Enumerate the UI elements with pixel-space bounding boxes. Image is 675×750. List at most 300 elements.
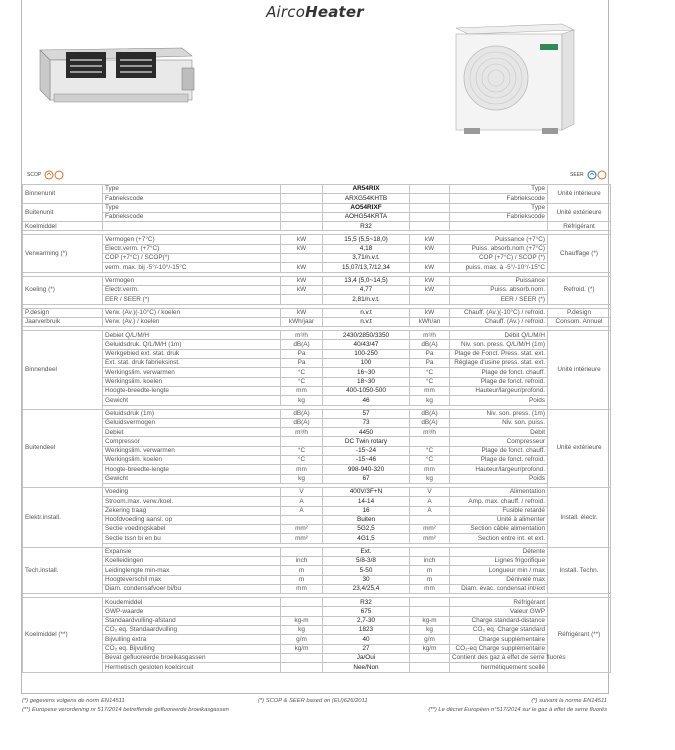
spec-row <box>23 212 611 221</box>
group-label-nl: Jaarverbruik <box>23 317 103 326</box>
spec-sheet-frame <box>21 0 609 694</box>
param-label-nl: Leidinglengte min-max <box>103 566 281 575</box>
param-label-fr: Contient des gaz à effet de serre fluorés <box>450 653 548 662</box>
param-label-fr: puiss. max. à -5°/-10°/-15°C <box>450 263 548 272</box>
unit-nl: kg <box>281 396 323 405</box>
param-label-fr: Fabriekscode <box>450 212 548 221</box>
spec-row <box>23 506 611 515</box>
param-value: 30 <box>323 575 410 584</box>
param-label-nl: EER / SEER (*) <box>103 295 281 304</box>
spec-row <box>23 349 611 358</box>
param-label-nl: Gewicht <box>103 474 281 483</box>
spec-row <box>23 263 611 272</box>
brand-logo: AircoHeater <box>266 3 364 21</box>
unit-nl: dB(A) <box>281 340 323 349</box>
unit-nl: °C <box>281 377 323 386</box>
spec-row <box>23 534 611 543</box>
unit-fr: kg <box>410 474 450 483</box>
param-value: 1823 <box>323 626 410 635</box>
spec-row <box>23 222 611 231</box>
spec-row <box>23 317 611 326</box>
param-value: Ja/Oui <box>323 653 410 662</box>
spec-row <box>23 203 611 212</box>
unit-fr: A <box>410 506 450 515</box>
unit-nl: inch <box>281 556 323 565</box>
param-label-nl: Voeding <box>103 487 281 496</box>
param-label-nl: Koudemiddel <box>103 598 281 607</box>
spec-row <box>23 437 611 446</box>
unit-nl: kW <box>281 308 323 317</box>
unit-nl: °C <box>281 368 323 377</box>
unit-nl: Pa <box>281 349 323 358</box>
param-label-fr: Détente <box>450 547 548 556</box>
param-label-fr: hermétiquement scellé <box>450 663 548 672</box>
unit-nl <box>281 254 323 263</box>
param-value: 5/8-3/8 <box>323 556 410 565</box>
unit-fr: kW <box>410 235 450 244</box>
param-value: -15~46 <box>323 456 410 465</box>
unit-nl: kW <box>281 244 323 253</box>
group-label-fr: Unité extérieure <box>548 409 611 487</box>
param-label-nl: Electr.verm. <box>103 285 281 294</box>
param-value: 27 <box>323 644 410 653</box>
spec-table <box>22 184 611 673</box>
param-label-fr: Hauteur/largeur/profond. <box>450 386 548 395</box>
param-label-nl: Vermogen <box>103 276 281 285</box>
spec-row <box>23 446 611 455</box>
unit-fr: m <box>410 575 450 584</box>
unit-nl: kW <box>281 235 323 244</box>
unit-fr: kg/m <box>410 644 450 653</box>
spec-row <box>23 626 611 635</box>
param-label-fr: Diam. évac. condensat int/ext <box>450 584 548 593</box>
footnote-fr-2: (**) Le décret Européen n°517/2014 sur le gaz à effet de serre fluorés <box>428 707 607 713</box>
param-label-nl: Fabriekscode <box>103 194 281 203</box>
spec-row <box>23 254 611 263</box>
unit-nl: V <box>281 487 323 496</box>
param-label-nl: Werkingslim. koelen <box>103 456 281 465</box>
unit-nl: A <box>281 506 323 515</box>
param-value: 4450 <box>323 428 410 437</box>
param-label-nl: Hoogte-breedte-lengte <box>103 386 281 395</box>
unit-nl <box>281 203 323 212</box>
param-label-nl: CO₂ eq. Standaardvulling <box>103 626 281 635</box>
unit-fr: dB(A) <box>410 418 450 427</box>
param-label-fr: Plage de fonct. refroid. <box>450 377 548 386</box>
param-value: 23,4/25,4 <box>323 584 410 593</box>
spec-row <box>23 456 611 465</box>
unit-fr: Pa <box>410 349 450 358</box>
unit-nl <box>281 222 323 231</box>
spec-row <box>23 635 611 644</box>
param-value: 5-50 <box>323 566 410 575</box>
param-label-fr: Réglage d'usine press. stat. ext. <box>450 359 548 368</box>
unit-fr <box>410 254 450 263</box>
param-label-fr: CO₂-eq Charge supplémentaire <box>450 644 548 653</box>
spec-row <box>23 244 611 253</box>
scop-badge: SCOP <box>27 170 65 180</box>
spec-row <box>23 409 611 418</box>
spec-row <box>23 386 611 395</box>
unit-nl: mm² <box>281 534 323 543</box>
param-label-fr: Fusible retardé <box>450 506 548 515</box>
unit-nl: m <box>281 566 323 575</box>
unit-nl: kWh/jaar <box>281 317 323 326</box>
unit-nl: mm <box>281 465 323 474</box>
param-label-nl: Standaardvulling-afstand <box>103 616 281 625</box>
param-label-nl: Geluidsdruk. Q/L/M/H (1m) <box>103 340 281 349</box>
param-label-fr: Puiss. absorb.nom (+7°C) <box>450 244 548 253</box>
unit-nl <box>281 653 323 662</box>
spec-row <box>23 653 611 662</box>
unit-fr: mm² <box>410 534 450 543</box>
param-label-nl: Type <box>103 203 281 212</box>
spec-row <box>23 368 611 377</box>
param-value: 4G1,5 <box>323 534 410 543</box>
param-label-nl: Expansie <box>103 547 281 556</box>
param-label-nl: Verw. (Av.) / koelen <box>103 317 281 326</box>
param-value: 13,4 (5,0~14,5) <box>323 276 410 285</box>
unit-nl: dB(A) <box>281 418 323 427</box>
param-value: 14-14 <box>323 497 410 506</box>
param-label-fr: Alimentation <box>450 487 548 496</box>
unit-fr: kg <box>410 626 450 635</box>
group-label-fr: Chauffage (*) <box>548 235 611 272</box>
param-label-nl: COP (+7°C) / SCOP(*) <box>103 254 281 263</box>
param-label-nl: Werkingslim. verwarmen <box>103 368 281 377</box>
unit-nl <box>281 607 323 616</box>
unit-fr: °C <box>410 456 450 465</box>
scop-label-icon <box>43 170 65 180</box>
group-label-fr: Install. électr. <box>548 487 611 547</box>
param-label-nl: Geluidsdruk (1m) <box>103 409 281 418</box>
unit-nl <box>281 547 323 556</box>
seer-label-icon <box>586 170 608 180</box>
param-label-fr <box>450 222 548 231</box>
spec-row <box>23 515 611 524</box>
param-label-nl: Hoogte-breedte-lengte <box>103 465 281 474</box>
param-label-nl: Debiet Q/L/M/H <box>103 331 281 340</box>
param-value: Buiten <box>323 515 410 524</box>
unit-fr <box>410 663 450 672</box>
param-label-nl: Ext. stat. druk fabrieksinst. <box>103 359 281 368</box>
param-label-fr: Section entre int. et ext. <box>450 534 548 543</box>
unit-fr <box>410 653 450 662</box>
group-label-fr: Unité intérieure <box>548 331 611 409</box>
param-label-fr: COP (+7°C) / SCOP (*) <box>450 254 548 263</box>
param-label-nl: Type <box>103 185 281 194</box>
spec-row <box>23 285 611 294</box>
param-label-fr: Lignes frigorifique <box>450 556 548 565</box>
param-label-fr: Puissance (+7°C) <box>450 235 548 244</box>
spec-row <box>23 487 611 496</box>
spec-row <box>23 308 611 317</box>
param-label-fr: Valeur GWP <box>450 607 548 616</box>
spec-row <box>23 663 611 672</box>
param-value: AR54RIX <box>323 185 410 194</box>
unit-nl: mm <box>281 386 323 395</box>
param-label-nl: Debiet <box>103 428 281 437</box>
param-value: 100 <box>323 359 410 368</box>
param-label-fr: Débit Q/L/M/H <box>450 331 548 340</box>
spec-row <box>23 185 611 194</box>
unit-nl: kW <box>281 276 323 285</box>
param-label-nl: Sectie tssn bi en bu <box>103 534 281 543</box>
unit-fr: dB(A) <box>410 340 450 349</box>
param-value: 2430/2850/3350 <box>323 331 410 340</box>
spec-row <box>23 428 611 437</box>
param-label-fr: Niv. son. puiss. <box>450 418 548 427</box>
param-label-nl: Sectie voedingskabel <box>103 525 281 534</box>
group-label-fr: Refroid. (*) <box>548 276 611 304</box>
param-label-fr: Puiss. absorb.nom. <box>450 285 548 294</box>
param-label-nl: Vermogen (+7°C) <box>103 235 281 244</box>
unit-nl: m <box>281 575 323 584</box>
param-value: 400V/3F+N <box>323 487 410 496</box>
spec-row <box>23 525 611 534</box>
unit-nl: dB(A) <box>281 409 323 418</box>
spec-row <box>23 607 611 616</box>
unit-fr: °C <box>410 377 450 386</box>
param-value: 400-1050-500 <box>323 386 410 395</box>
param-value: 15,5 (5,5~18,0) <box>323 235 410 244</box>
param-value: 57 <box>323 409 410 418</box>
spec-row <box>23 556 611 565</box>
spec-row <box>23 235 611 244</box>
group-label-fr: Unité extérieure <box>548 203 611 222</box>
unit-nl: kW <box>281 263 323 272</box>
param-value: AOHG54KRTA <box>323 212 410 221</box>
param-value: R32 <box>323 598 410 607</box>
group-label-nl: Koeling (*) <box>23 276 103 304</box>
spec-row <box>23 340 611 349</box>
unit-nl: mm² <box>281 525 323 534</box>
seer-badge: SEER <box>570 170 608 180</box>
param-label-fr: Poids <box>450 396 548 405</box>
param-label-nl: Bevat gefluoreerde broeikasgassen <box>103 653 281 662</box>
param-value: 18~30 <box>323 377 410 386</box>
group-label-nl: Koelmiddel <box>23 222 103 231</box>
param-label-fr: CO₂ eq. Charge standard <box>450 626 548 635</box>
unit-fr <box>410 547 450 556</box>
param-label-nl: Stroom.max. verw./koel. <box>103 497 281 506</box>
param-label-nl: Hoogteverschil max <box>103 575 281 584</box>
param-value: 2,7-30 <box>323 616 410 625</box>
param-value: 16~30 <box>323 368 410 377</box>
spec-row <box>23 598 611 607</box>
spec-row <box>23 295 611 304</box>
param-label-fr: Plage de fonct. refroid. <box>450 456 548 465</box>
unit-fr <box>410 222 450 231</box>
unit-fr: mm² <box>410 525 450 534</box>
indoor-unit-image <box>32 38 202 110</box>
unit-fr: m³/h <box>410 428 450 437</box>
unit-nl: kW <box>281 285 323 294</box>
param-value: Nee/Non <box>323 663 410 672</box>
group-label-nl: Elektr.install. <box>23 487 103 547</box>
unit-nl: A <box>281 497 323 506</box>
unit-fr <box>410 598 450 607</box>
param-label-fr: Fabriekscode <box>450 194 548 203</box>
param-value: 3,71/n.v.t. <box>323 254 410 263</box>
param-label-nl: Geluidsvermogen <box>103 418 281 427</box>
spec-row <box>23 396 611 405</box>
unit-fr: inch <box>410 556 450 565</box>
unit-nl <box>281 663 323 672</box>
group-label-fr: P.design <box>548 308 611 317</box>
param-label-nl: Electr.verm. (+7°C) <box>103 244 281 253</box>
unit-nl: Pa <box>281 359 323 368</box>
unit-nl <box>281 185 323 194</box>
unit-nl: g/m <box>281 635 323 644</box>
unit-fr: V <box>410 487 450 496</box>
spec-row <box>23 584 611 593</box>
param-label-fr: Niv. son. press. (1m) <box>450 409 548 418</box>
unit-fr <box>410 515 450 524</box>
unit-fr: mm <box>410 584 450 593</box>
unit-fr <box>410 185 450 194</box>
param-value: R32 <box>323 222 410 231</box>
param-value: AO54RIXF <box>323 203 410 212</box>
param-label-nl: Gewicht <box>103 396 281 405</box>
param-value: 675 <box>323 607 410 616</box>
spec-row <box>23 566 611 575</box>
param-value: 4,77 <box>323 285 410 294</box>
param-label-fr: Puissance <box>450 276 548 285</box>
spec-row <box>23 418 611 427</box>
param-label-nl: Bijvulling extra <box>103 635 281 644</box>
spec-row <box>23 194 611 203</box>
param-label-nl: Diam. condensafvoer bi/bu <box>103 584 281 593</box>
unit-nl <box>281 194 323 203</box>
param-value: 15,07/13,7/12,34 <box>323 263 410 272</box>
param-label-nl: Zekering traag <box>103 506 281 515</box>
param-label-nl: Fabriekscode <box>103 212 281 221</box>
group-label-fr: Réfrigérant (**) <box>548 598 611 672</box>
group-label-nl: Binnenunit <box>23 185 103 204</box>
unit-fr: mm <box>410 465 450 474</box>
unit-fr: °C <box>410 368 450 377</box>
param-value: 46 <box>323 396 410 405</box>
unit-nl: kg <box>281 474 323 483</box>
param-label-fr: Plage de Fonct. Press. stat. ext. <box>450 349 548 358</box>
spec-row <box>23 644 611 653</box>
unit-fr <box>410 437 450 446</box>
unit-fr: kW <box>410 263 450 272</box>
footnote-fr-1: (*) suivant la norme EN14511 <box>531 698 607 704</box>
unit-nl: °C <box>281 456 323 465</box>
unit-fr <box>410 607 450 616</box>
param-value: 5G2,5 <box>323 525 410 534</box>
param-label-fr: Chauff. (Av.) / refroid. <box>450 317 548 326</box>
unit-fr <box>410 295 450 304</box>
spec-row <box>23 575 611 584</box>
unit-nl <box>281 598 323 607</box>
unit-nl <box>281 437 323 446</box>
param-value: 100-250 <box>323 349 410 358</box>
param-label-nl <box>103 222 281 231</box>
param-label-fr: Niv. son. press. Q/L/M/H (1m) <box>450 340 548 349</box>
param-label-fr: Réfrigérant <box>450 598 548 607</box>
footnote-nl-2: (**) Europese verordening nr 517/2014 betreffende gefluoreerde broeikasgassen <box>22 707 229 713</box>
param-label-nl: Hermetisch gesloten koelcircuit <box>103 663 281 672</box>
group-label-nl: Koelmiddel (**) <box>23 598 103 672</box>
unit-fr <box>410 212 450 221</box>
unit-fr: m³/h <box>410 331 450 340</box>
spec-row <box>23 465 611 474</box>
group-label-nl: Tech.install. <box>23 547 103 593</box>
unit-fr: dB(A) <box>410 409 450 418</box>
unit-fr: A <box>410 497 450 506</box>
param-value: 40 <box>323 635 410 644</box>
unit-fr: g/m <box>410 635 450 644</box>
param-value: 73 <box>323 418 410 427</box>
unit-nl: kg <box>281 626 323 635</box>
param-label-fr: EER / SEER (*) <box>450 295 548 304</box>
unit-fr: kg-m <box>410 616 450 625</box>
unit-fr <box>410 194 450 203</box>
param-label-fr: Dénivelé max <box>450 575 548 584</box>
param-label-fr: Plage de fonct. chauff. <box>450 446 548 455</box>
unit-fr: Pa <box>410 359 450 368</box>
unit-nl: °C <box>281 446 323 455</box>
param-label-fr: Type <box>450 203 548 212</box>
unit-nl: m³/h <box>281 428 323 437</box>
param-label-nl: Verw. (Av.)(-10°C) / koelen <box>103 308 281 317</box>
spec-row <box>23 616 611 625</box>
param-label-nl: GWP-waarde <box>103 607 281 616</box>
spec-row <box>23 377 611 386</box>
param-label-fr: Charge supplémentaire <box>450 635 548 644</box>
outdoor-unit-image <box>450 20 580 140</box>
param-label-fr: Section câble alimentation <box>450 525 548 534</box>
param-value: DC Twin rotary <box>323 437 410 446</box>
param-label-nl: Compressor <box>103 437 281 446</box>
group-label-fr: Consom. Annuel <box>548 317 611 326</box>
spec-row <box>23 359 611 368</box>
unit-fr: kg <box>410 396 450 405</box>
param-value: 998-940-320 <box>323 465 410 474</box>
group-label-nl: Verwarming (*) <box>23 235 103 272</box>
unit-fr: mm <box>410 386 450 395</box>
spec-row <box>23 276 611 285</box>
param-label-fr: Chauff. (Av.)(-10°C) / refroid. <box>450 308 548 317</box>
param-value: n.v.t <box>323 317 410 326</box>
param-label-fr: Type <box>450 185 548 194</box>
param-label-nl: verm. max. bij -5°/-10°/-15°C <box>103 263 281 272</box>
unit-nl: mm <box>281 584 323 593</box>
spec-row <box>23 331 611 340</box>
param-label-fr: Plage de fonct. chauff. <box>450 368 548 377</box>
group-label-fr: Install. Techn. <box>548 547 611 593</box>
param-value: n.v.t <box>323 308 410 317</box>
param-value: 40/43/47 <box>323 340 410 349</box>
unit-fr: m <box>410 566 450 575</box>
param-label-fr: Débit <box>450 428 548 437</box>
unit-fr: kW <box>410 285 450 294</box>
param-label-nl: CO₂ eq. Bijvulling <box>103 644 281 653</box>
spec-row <box>23 547 611 556</box>
unit-nl <box>281 212 323 221</box>
param-value: -15~24 <box>323 446 410 455</box>
param-value: ARXG54KHTB <box>323 194 410 203</box>
param-label-fr: Hauteur/largeur/profond. <box>450 465 548 474</box>
group-label-nl: P.design <box>23 308 103 317</box>
unit-nl <box>281 515 323 524</box>
param-value: 16 <box>323 506 410 515</box>
unit-nl: kg-m <box>281 616 323 625</box>
footnote-scop-seer: (*) SCOP & SEER based on (EU)626/2011 <box>258 698 368 704</box>
